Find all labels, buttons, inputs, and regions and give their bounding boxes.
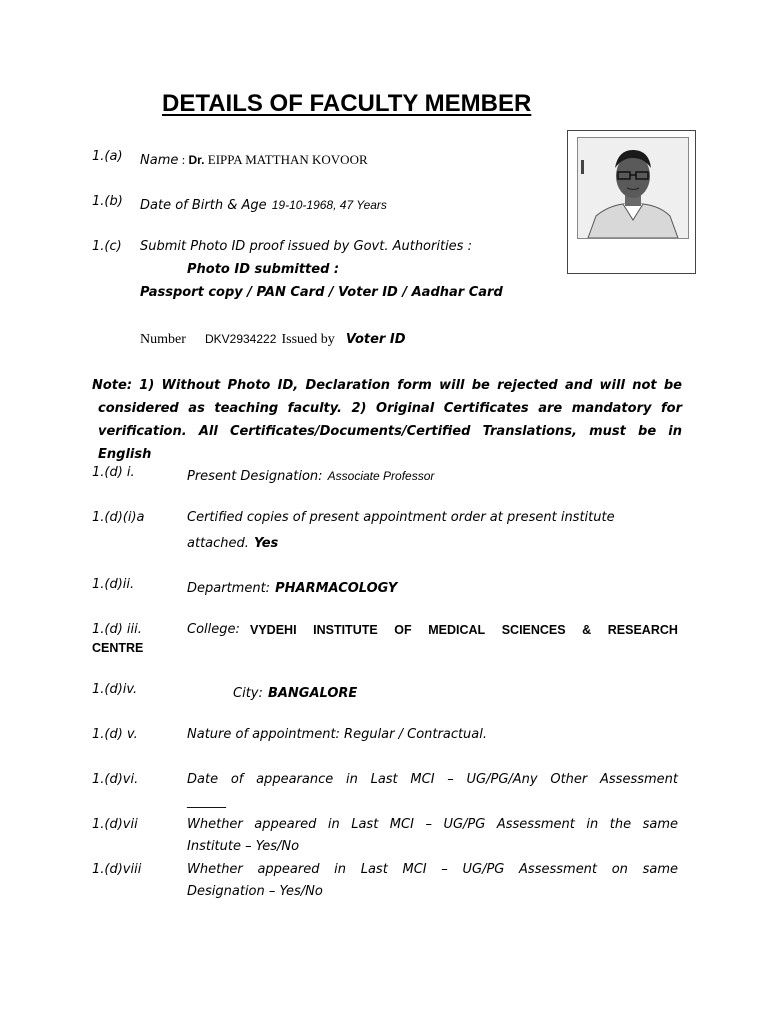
appearance-line-1: Date of appearance in Last MCI – UG/PG/Any Other Assessment — [187, 772, 678, 787]
same-designation-line-2: Designation – Yes/No — [187, 884, 323, 899]
nature-of-appointment: Nature of appointment: Regular / Contractual. — [187, 727, 488, 742]
row-number-city: 1.(d)iv. — [92, 682, 138, 697]
appointment-order-value: Yes — [254, 536, 279, 551]
photo-id-options: Passport copy / PAN Card / Voter ID / Aadhar Card — [140, 285, 503, 300]
number-label: Number — [140, 332, 186, 347]
dob-value: 19-10-1968, 47 Years — [271, 198, 387, 212]
page-title: DETAILS OF FACULTY MEMBER — [162, 90, 532, 117]
college-word: VYDEHI — [250, 623, 297, 637]
same-institute-line-1: Whether appeared in Last MCI – UG/PG Assessment in the same — [187, 817, 678, 832]
name-colon: : — [178, 152, 189, 167]
designation-value: Associate Professor — [327, 469, 435, 483]
row-number-appearance: 1.(d)vi. — [92, 772, 139, 787]
college-word: RESEARCH — [607, 623, 678, 637]
city-value: BANGALORE — [267, 686, 358, 701]
college-label: College: — [187, 622, 240, 637]
row-number-name: 1.(a) — [92, 149, 123, 164]
designation-row — [187, 465, 434, 484]
department-value: PHARMACOLOGY — [275, 581, 398, 596]
dob-label: Date of Birth & Age — [140, 198, 267, 213]
college-name-line — [250, 623, 678, 637]
department-row — [187, 577, 397, 596]
photo-id-label: Submit Photo ID proof issued by Govt. Authorities : — [140, 239, 472, 254]
row-number-nature: 1.(d) v. — [92, 727, 138, 742]
college-word: SCIENCES — [501, 623, 566, 637]
department-label: Department: — [187, 581, 271, 596]
row-number-college: 1.(d) iii. — [92, 622, 142, 637]
college-name-last: CENTRE — [92, 641, 144, 655]
note-line-2: considered as teaching faculty. 2) Original Certificates are mandatory for — [98, 401, 682, 416]
note-line-1: Note: 1) Without Photo ID, Declaration form will be rejected and will not be — [92, 378, 682, 393]
row-number-same-institute: 1.(d)vii — [92, 817, 138, 832]
row-number-department: 1.(d)ii. — [92, 577, 135, 592]
note-line-3: verification. All Certificates/Documents/Certified Translations, must be in English — [98, 424, 682, 462]
college-word: & — [582, 623, 592, 637]
issued-value: Voter ID — [345, 332, 406, 347]
college-word: MEDICAL — [428, 623, 486, 637]
row-number-same-designation: 1.(d)viii — [92, 862, 142, 877]
college-word: OF — [394, 623, 412, 637]
appointment-order-attached: attached. — [187, 536, 249, 551]
note-block — [92, 374, 682, 466]
same-institute-line-2: Institute – Yes/No — [187, 839, 300, 854]
row-number-designation: 1.(d) i. — [92, 465, 135, 480]
number-value: DKV2934222 — [204, 332, 277, 346]
row-number-appointment-order: 1.(d)(i)a — [92, 510, 145, 525]
appointment-order-line-2 — [187, 532, 278, 551]
name-value: EIPPA MATTHAN KOVOOR — [204, 152, 368, 167]
row-number-dob: 1.(b) — [92, 194, 123, 209]
issued-label: Issued by — [281, 332, 335, 347]
photo-frame — [567, 130, 696, 274]
row-number-photo-id: 1.(c) — [92, 239, 122, 254]
appointment-order-line-1: Certified copies of present appointment order at present institute — [187, 510, 615, 525]
faculty-photo — [577, 137, 689, 239]
college-word: INSTITUTE — [313, 623, 378, 637]
same-designation-line-1: Whether appeared in Last MCI – UG/PG Assessment on same — [187, 862, 678, 877]
dob-row — [140, 194, 387, 213]
designation-label: Present Designation: — [187, 469, 323, 484]
appearance-line-2: ______ — [187, 794, 226, 809]
name-label: Name — [140, 153, 179, 168]
city-label: City: — [233, 686, 263, 701]
photo-id-number-row — [140, 328, 406, 348]
name-row — [140, 149, 368, 168]
city-row — [233, 682, 357, 701]
photo-id-submitted-label: Photo ID submitted : — [187, 262, 340, 277]
name-prefix: Dr. — [188, 153, 205, 167]
